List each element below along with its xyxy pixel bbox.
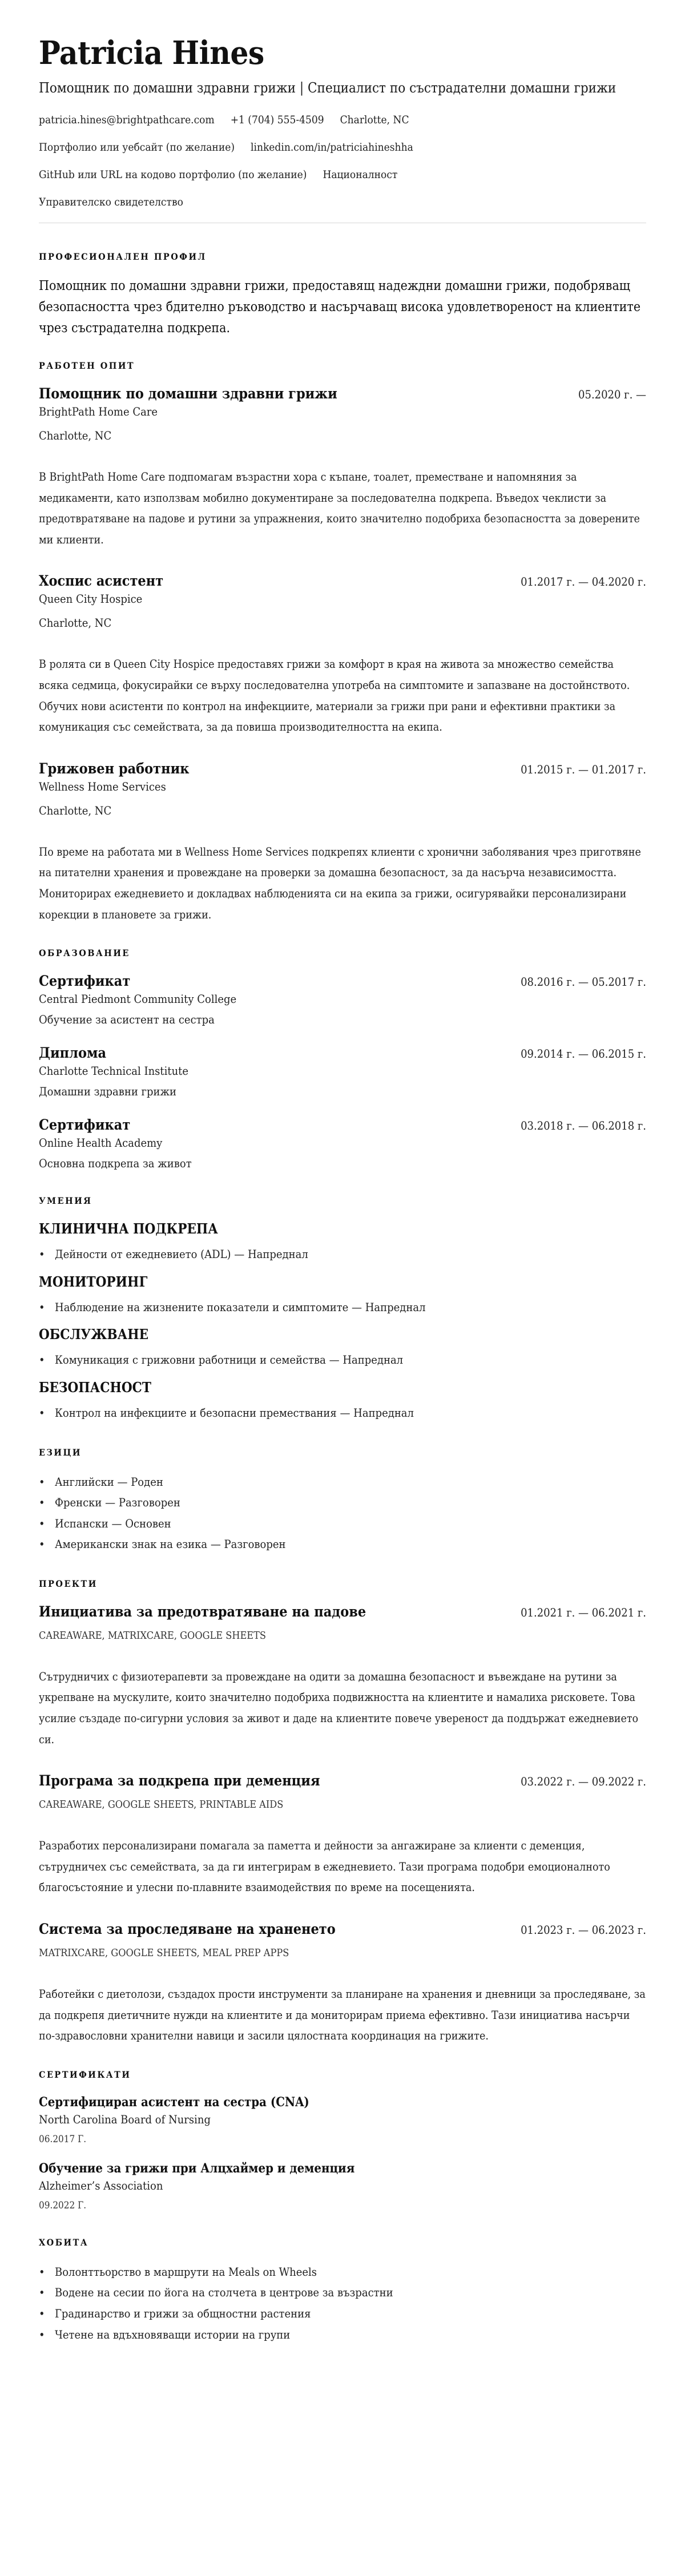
project-entry [39, 1920, 646, 2047]
skill-group [39, 1273, 646, 1318]
section-heading: РАБОТЕН ОПИТ [39, 360, 135, 371]
job-entry [39, 385, 646, 550]
job-header [39, 760, 646, 778]
job-dates: 01.2015 г. — 01.2017 г. [521, 762, 646, 776]
certification-title: Обучение за грижи при Алцхаймер и деменция [39, 2160, 355, 2176]
education-header [39, 1044, 646, 1062]
project-description: Разработих персонализирани помагала за паметта и дейности за ангажиране за клиенти с деменция, сътрудничех със семействата, за да ги интегрирам в ежедневието. Тази програма подобри емоционалното благосъстояние и улесни по-плавните взаимодействия по време на посещенията. [39, 1839, 610, 1894]
certification-title: Сертифициран асистент на сестра (CNA) [39, 2094, 309, 2110]
project-entry [39, 1772, 646, 1898]
project-header [39, 1603, 646, 1621]
project-tech: MATRIXCARE, GOOGLE SHEETS, MEAL PREP APPS [39, 1947, 289, 1960]
job-description: В BrightPath Home Care подпомагам възрастни хора с къпане, тоалет, преместване и напомняния за медикаменти, като използвам мобилно документиране за последователна подкрепа. Въведох чеклисти за предотвратяване на падове и рутини за упражнения, които значително подобриха безопасността за доверените ми клиенти. [39, 470, 640, 546]
linkedin-link[interactable]: linkedin.com/in/patriciahineshha [251, 141, 413, 154]
school: Charlotte Technical Institute [39, 1064, 189, 1078]
field-of-study: Обучение за асистент на сестра [39, 1013, 215, 1027]
project-description: Работейки с диетолози, създадох прости инструменти за планиране на хранения и дневници за проследяване, за да подкрепя диетичните нужди на клиентите и да мониторирам приема ефективно. Тази инициатива насърчи по-здравословни хранителни навици и засили цялостната координация на грижите. [39, 1988, 646, 2043]
project-dates: 01.2021 г. — 06.2021 г. [521, 1605, 646, 1619]
github: GitHub или URL на кодово портфолио (по желание) [39, 168, 307, 181]
skill-category: КЛИНИЧНА ПОДКРЕПА [39, 1220, 218, 1237]
skill-list [39, 1297, 646, 1318]
certification-issuer: Alzheimer’s Association [39, 2178, 163, 2192]
job-title: Хоспис асистент [39, 573, 164, 590]
section-heading: ЕЗИЦИ [39, 1446, 82, 1458]
skill-list [39, 1402, 646, 1424]
contact-info [39, 113, 646, 209]
project-header [39, 1772, 646, 1790]
education-dates: 03.2018 г. — 06.2018 г. [521, 1119, 646, 1133]
field-of-study: Домашни здравни грижи [39, 1085, 177, 1099]
language-item: • Английски — Роден [39, 1472, 646, 1493]
skill-item: • Контрол на инфекциите и безопасни премествания — Напреднал [39, 1402, 646, 1424]
certification-date: 09.2022 Г. [39, 2199, 87, 2211]
project-title: Програма за подкрепа при деменция [39, 1772, 320, 1789]
education-entry [39, 1044, 646, 1100]
section-heading: СЕРТИФИКАТИ [39, 2069, 131, 2080]
company: BrightPath Home Care [39, 405, 158, 418]
project-dates: 01.2023 г. — 06.2023 г. [521, 1923, 646, 1937]
hobby-item: • Градинарство и грижи за общностни растения [39, 2303, 646, 2324]
skill-category: ОБСЛУЖВАНЕ [39, 1326, 149, 1343]
education-entry [39, 972, 646, 1028]
job-entry [39, 572, 646, 737]
project-title: Система за проследяване на храненето [39, 1921, 336, 1938]
school: Central Piedmont Community College [39, 992, 237, 1006]
education-dates: 09.2014 г. — 06.2015 г. [521, 1047, 646, 1061]
degree: Сертификат [39, 1116, 131, 1134]
job-location: Charlotte, NC [39, 429, 112, 442]
education-entry [39, 1116, 646, 1172]
skill-item: • Наблюдение на жизнените показатели и симптомите — Напреднал [39, 1297, 646, 1318]
project-entry [39, 1603, 646, 1750]
project-description: Сътрудничих с физиотерапевти за провеждане на одити за домашна безопасност и въвеждане на рутини за укрепване на мускулите, които значително подобриха подвижността на клиентите и намалиха рисковете. Това усилие създаде по-сигурни условия за живот и даде на клиентите повече увереност да поддържат ежедневието си. [39, 1670, 639, 1746]
certification-issuer: North Carolina Board of Nursing [39, 2112, 211, 2126]
field-of-study: Основна подкрепа за живот [39, 1156, 192, 1171]
drivers-license: Управителско свидетелство [39, 196, 183, 208]
skill-group [39, 1220, 646, 1265]
project-tech: CAREAWARE, MATRIXCARE, GOOGLE SHEETS [39, 1629, 267, 1642]
skill-category: МОНИТОРИНГ [39, 1273, 148, 1290]
email[interactable]: patricia.hines@brightpathcare.com [39, 114, 215, 126]
degree: Диплома [39, 1045, 107, 1062]
section-heading: ПРОЕКТИ [39, 1578, 98, 1589]
degree: Сертификат [39, 973, 131, 990]
skill-item: • Комуникация с грижовни работници и семейства — Напреднал [39, 1349, 646, 1370]
certification-date: 06.2017 Г. [39, 2133, 87, 2145]
project-title: Инициатива за предотвратяване на падове [39, 1603, 366, 1620]
section-heading: ХОБИТА [39, 2236, 89, 2248]
phone: +1 (704) 555-4509 [230, 114, 324, 126]
project-tech: CAREAWARE, GOOGLE SHEETS, PRINTABLE AIDS [39, 1799, 284, 1811]
hobby-item: • Четене на вдъхновяващи истории на групи [39, 2324, 646, 2345]
company: Wellness Home Services [39, 779, 166, 793]
education-dates: 08.2016 г. — 05.2017 г. [521, 975, 646, 989]
skill-item: • Дейности от ежедневието (ADL) — Напреднал [39, 1244, 646, 1265]
language-item: • Френски — Разговорен [39, 1492, 646, 1513]
education-header [39, 1116, 646, 1134]
project-header [39, 1920, 646, 1938]
certification-entry [39, 2160, 646, 2214]
language-item: • Испански — Основен [39, 1513, 646, 1534]
section-heading: ПРОФЕСИОНАЛЕН ПРОФИЛ [39, 251, 207, 262]
job-location: Charlotte, NC [39, 803, 112, 817]
language-item: • Американски знак на езика — Разговорен [39, 1534, 646, 1555]
hobby-item: • Волонттьорство в маршрути на Meals on Wheels [39, 2261, 646, 2283]
skill-list [39, 1244, 646, 1265]
section-heading: УМЕНИЯ [39, 1195, 92, 1207]
certification-entry [39, 2094, 646, 2147]
job-description: По време на работата ми в Wellness Home Services подкрепях клиенти с хронични заболявания чрез приготвяне на питателни хранения и провеждане на проверки за домашна безопасност, за да насърча независимостта. Мониторирах ежедневието и докладвах наблюденията си на екипа за грижи, осигурявайки персонализирани корекции в плановете за грижи. [39, 845, 641, 921]
job-dates: 05.2020 г. — [578, 388, 646, 401]
skill-category: БЕЗОПАСНОСТ [39, 1378, 151, 1396]
nationality: Националност [323, 168, 398, 181]
portfolio: Портфолио или уебсайт (по желание) [39, 141, 235, 154]
candidate-name: Patricia Hines [39, 34, 264, 72]
job-entry [39, 760, 646, 925]
location: Charlotte, NC [340, 114, 409, 126]
skill-group [39, 1325, 646, 1370]
education-header [39, 972, 646, 990]
job-header [39, 385, 646, 403]
job-title: Помощник по домашни здравни грижи [39, 385, 337, 402]
profile-text: Помощник по домашни здравни грижи, предоставящ надеждни домашни грижи, подобряващ безопасността чрез бдително ръководство и насърчаващ висока удовлетвореност на клиентите чрез състрадателна подкрепа. [39, 279, 641, 336]
hobby-item: • Водене на сесии по йога на столчета в центрове за възрастни [39, 2282, 646, 2303]
job-description: В ролята си в Queen City Hospice предоставях грижи за комфорт в края на живота за множество семейства всяка седмица, фокусирайки се върху последователна употреба на симптомите и запазване на достойнството. Обучих нови асистенти по контрол на инфекциите, материали за грижи при рани и ефективни практики за комуникация със семействата, за да повиша производителността на екипа. [39, 658, 630, 734]
section-heading: ОБРАЗОВАНИЕ [39, 948, 130, 959]
skill-list [39, 1349, 646, 1370]
school: Online Health Academy [39, 1136, 163, 1150]
job-dates: 01.2017 г. — 04.2020 г. [521, 575, 646, 589]
job-title: Грижовен работник [39, 760, 190, 777]
skill-group [39, 1378, 646, 1424]
company: Queen City Hospice [39, 592, 143, 606]
project-dates: 03.2022 г. — 09.2022 г. [521, 1775, 646, 1789]
job-header [39, 572, 646, 590]
job-location: Charlotte, NC [39, 616, 112, 630]
headline: Помощник по домашни здравни грижи | Специалист по състрадателни домашни грижи [39, 80, 616, 96]
